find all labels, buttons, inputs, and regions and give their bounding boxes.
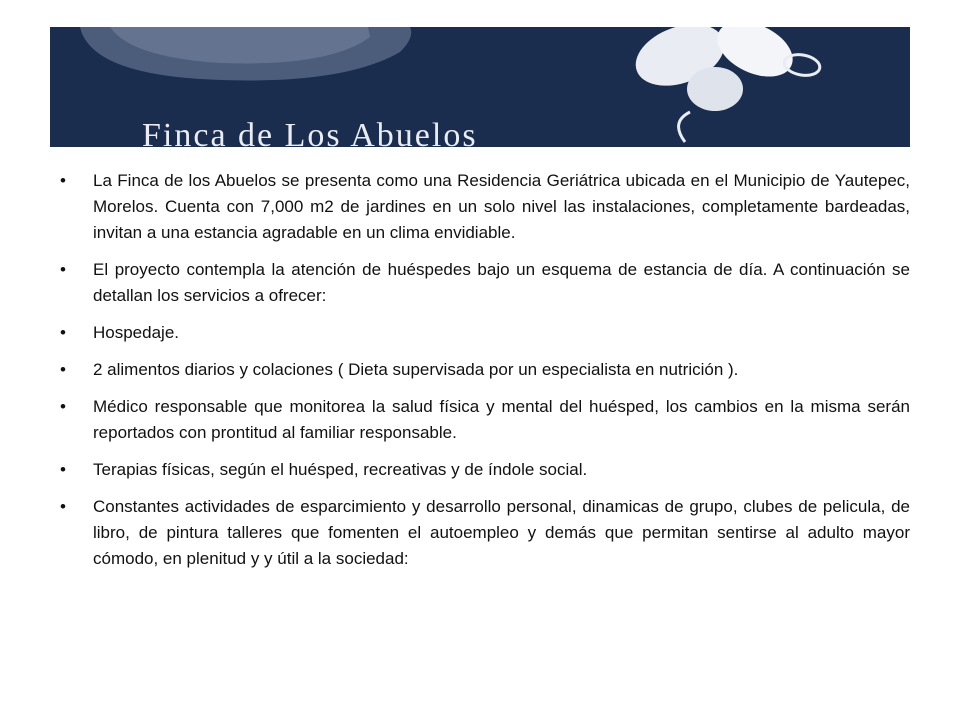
list-item-text: Constantes actividades de esparcimiento y desarrollo personal, dinamicas de grupo, clubes de pelicula, de libro, de pintura talleres que fomenten el autoempleo y demás que permitan sentirse al adulto mayor cómodo, en plenitud y y útil a la sociedad: [93, 497, 910, 568]
logo-wordmark [142, 117, 478, 147]
list-item-text: Terapias físicas, según el huésped, recreativas y de índole social. [93, 460, 588, 479]
list-item [50, 320, 910, 346]
bullet-icon: • [60, 397, 66, 416]
bullet-icon: • [60, 460, 66, 479]
bullet-icon: • [60, 171, 66, 190]
list-item [50, 394, 910, 446]
bullet-icon: • [60, 360, 66, 379]
bullet-icon: • [60, 497, 66, 516]
list-item [50, 494, 910, 572]
bullet-icon: • [60, 260, 66, 279]
list-item-text: Médico responsable que monitorea la salud física y mental del huésped, los cambios en la misma serán reportados con prontitud al familiar responsable. [93, 397, 910, 442]
list-item-text: El proyecto contempla la atención de huéspedes bajo un esquema de estancia de día. A continuación se detallan los servicios a ofrecer: [93, 260, 910, 305]
list-item [50, 257, 910, 309]
list-item [50, 168, 910, 246]
logo-banner [50, 27, 910, 147]
logo-text: Finca de Los Abuelos [142, 117, 478, 147]
list-item-text: La Finca de los Abuelos se presenta como una Residencia Geriátrica ubicada en el Municipio de Yautepec, Morelos. Cuenta con 7,000 m2 de jardines en un solo nivel las instalaciones, completamente bardeadas, invitan a una estancia agradable en un clima envidiable. [93, 171, 910, 242]
list-item-text: 2 alimentos diarios y colaciones ( Dieta supervisada por un especialista en nutrición ). [93, 360, 739, 379]
bullet-list [50, 168, 910, 583]
list-item [50, 457, 910, 483]
list-item [50, 357, 910, 383]
orchid-flower-icon [627, 27, 821, 142]
list-item-text: Hospedaje. [93, 323, 180, 342]
bullet-icon: • [60, 323, 66, 342]
